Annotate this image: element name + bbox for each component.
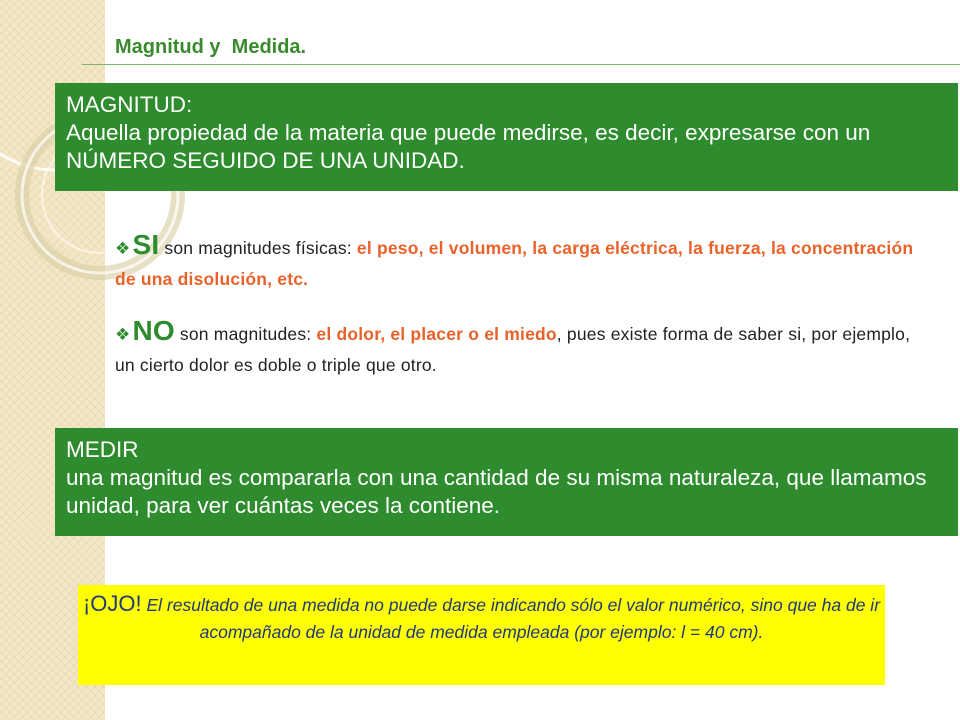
- si-keyword: SI: [132, 229, 160, 260]
- diamond-bullet-icon: ❖: [115, 325, 131, 344]
- si-examples: el peso, el volumen, la carga eléctrica, la fuerza, la concentración de una disolución, etc.: [115, 238, 914, 289]
- magnitud-definition-box: [55, 83, 958, 191]
- no-text: son magnitudes:: [174, 324, 317, 344]
- note-lead: ¡OJO!: [82, 591, 142, 616]
- title-underline: [82, 64, 960, 65]
- no-keyword: NO: [132, 315, 175, 346]
- si-text: son magnitudes físicas:: [159, 238, 357, 258]
- note-text: El resultado de una medida no puede darse indicando sólo el valor numérico, sino que ha de ir acompañado de la unidad de medida empleada (por ejemplo: l = 40 cm).: [141, 595, 881, 642]
- examples-list: [115, 230, 915, 402]
- medir-heading: MEDIR: [66, 437, 139, 462]
- warning-note: [78, 585, 885, 685]
- magnitud-text: Aquella propiedad de la materia que puede medirse, es decir, expresarse con un NÚMERO SEGUIDO DE UNA UNIDAD.: [66, 120, 871, 173]
- medir-definition-box: [55, 428, 958, 536]
- no-examples: el dolor, el placer o el miedo: [316, 324, 557, 344]
- si-bullet: [115, 230, 915, 294]
- no-bullet: [115, 316, 915, 380]
- medir-text: una magnitud es compararla con una cantidad de su misma naturaleza, que llamamos unidad, para ver cuántas veces la contiene.: [66, 465, 927, 518]
- magnitud-heading: MAGNITUD:: [66, 92, 193, 117]
- page-title: Magnitud y Medida.: [115, 36, 307, 58]
- no-explanation: , pues existe forma de saber si, por ejemplo, un cierto dolor es doble o triple que otro.: [115, 324, 911, 375]
- diamond-bullet-icon: ❖: [115, 239, 131, 258]
